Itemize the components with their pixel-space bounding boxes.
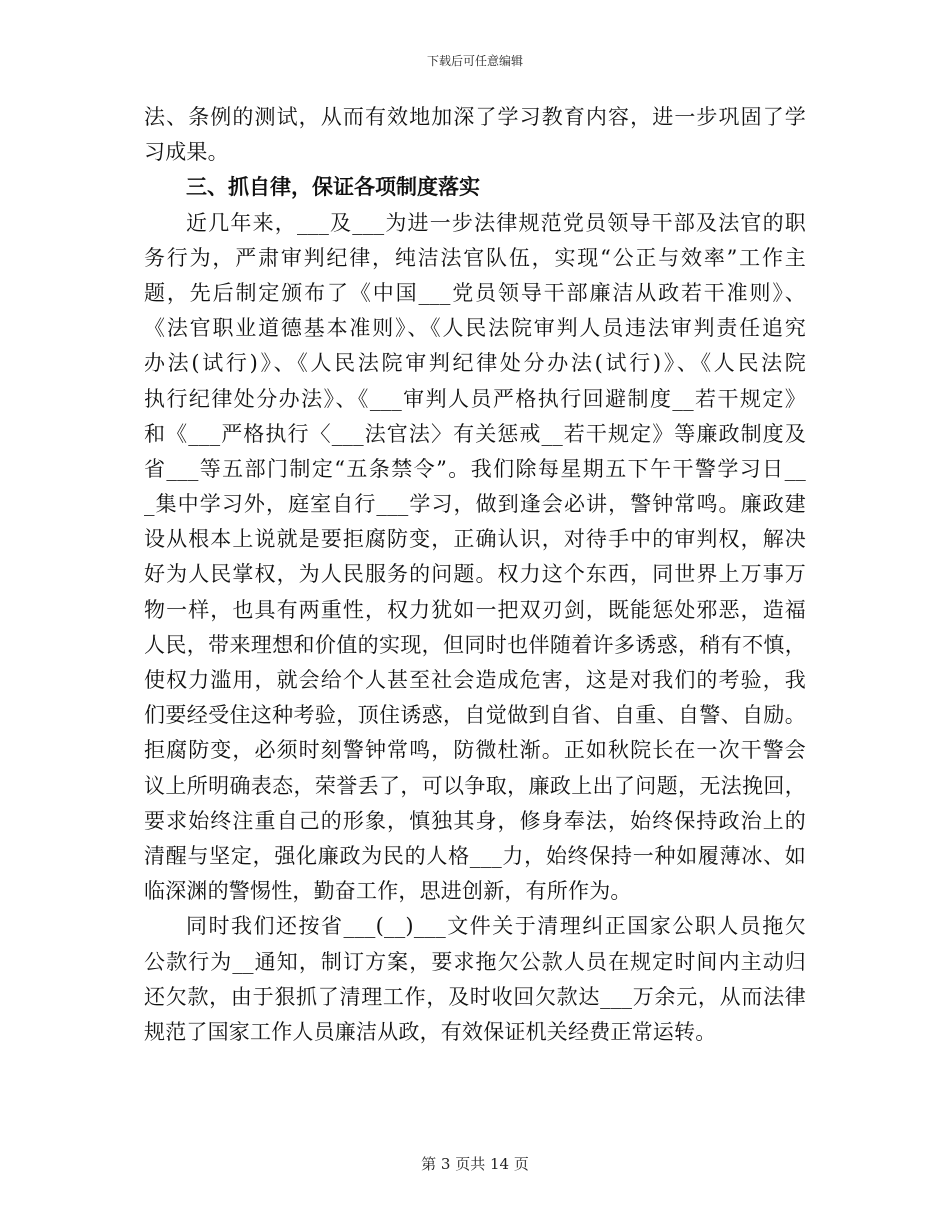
page-header: 下载后可任意编辑: [426, 54, 523, 68]
text-line: 题，先后制定颁布了《中国___党员领导干部廉洁从政若干准则》、: [144, 280, 806, 305]
text-line: 《法官职业道德基本准则》、《人民法院审判人员违法审判责任追究: [144, 316, 806, 341]
text-line: 法、条例的测试，从而有效地加深了学习教育内容，进一步巩固了学: [144, 105, 806, 129]
text-line: 办法(试行)》、《人民法院审判纪律处分办法(试行)》、《人民法院: [144, 351, 806, 376]
text-line: 人民，带来理想和价值的实现，但同时也伴随着许多诱惑，稍有不慎，: [144, 632, 806, 657]
text-line: 清醒与坚定，强化廉政为民的人格___力，始终保持一种如履薄冰、如: [144, 843, 806, 868]
paragraph-2: [144, 206, 806, 910]
document-body: [144, 100, 806, 1050]
text-line: 物一样，也具有两重性，权力犹如一把双刃剑，既能惩处邪恶，造福: [144, 597, 806, 622]
text-line: 和《___严格执行〈___法官法〉有关惩戒__若干规定》等廉政制度及: [144, 421, 806, 446]
text-line: 规范了国家工作人员廉洁从政，有效保证机关经费正常运转。: [144, 1019, 717, 1044]
paragraph-1: [144, 100, 806, 170]
paragraph-3: [144, 909, 806, 1050]
text-line: _集中学习外，庭室自行___学习，做到逢会必讲，警钟常鸣。廉政建: [144, 492, 806, 517]
text-line: 好为人民掌权，为人民服务的问题。权力这个东西，同世界上万事万: [144, 562, 806, 587]
text-line: 要求始终注重自己的形象，慎独其身，修身奉法，始终保持政治上的: [144, 808, 806, 833]
page-number: 第 3 页共 14 页: [421, 1155, 529, 1173]
text-line: 执行纪律处分办法》、《___审判人员严格执行回避制度__若干规定》: [144, 386, 806, 411]
text-line: 们要经受住这种考验，顶住诱惑，自觉做到自省、自重、自警、自励。: [144, 703, 806, 728]
text-line: 习成果。: [144, 140, 229, 165]
text-line: 公款行为__通知，制订方案，要求拖欠公款人员在规定时间内主动归: [144, 949, 806, 974]
text-line: 议上所明确表态，荣誉丢了，可以争取，廉政上出了问题，无法挽回，: [144, 773, 806, 798]
section-heading: 三、抓自律，保证各项制度落实: [186, 175, 480, 200]
text-line: 还欠款，由于狠抓了清理工作，及时收回欠款达___万余元，从而法律: [144, 984, 806, 1009]
text-line: 同时我们还按省___(__)___文件关于清理纠正国家公职人员拖欠: [186, 914, 806, 939]
text-line: 省___等五部门制定“五条禁令”。我们除每星期五下午干警学习日__: [144, 456, 806, 481]
text-line: 临深渊的警惕性，勤奋工作，思进创新，有所作为。: [144, 879, 632, 904]
text-line: 务行为，严肃审判纪律，纯洁法官队伍，实现“公正与效率”工作主: [144, 245, 806, 270]
text-line: 使权力滥用，就会给个人甚至社会造成危害，这是对我们的考验，我: [144, 668, 806, 692]
text-line: 近几年来，___及___为进一步法律规范党员领导干部及法官的职: [186, 210, 806, 235]
text-line: 设从根本上说就是要拒腐防变，正确认识，对待手中的审判权，解决: [144, 527, 806, 552]
text-line: 拒腐防变，必须时刻警钟常鸣，防微杜渐。正如秋院长在一次干警会: [144, 738, 806, 763]
